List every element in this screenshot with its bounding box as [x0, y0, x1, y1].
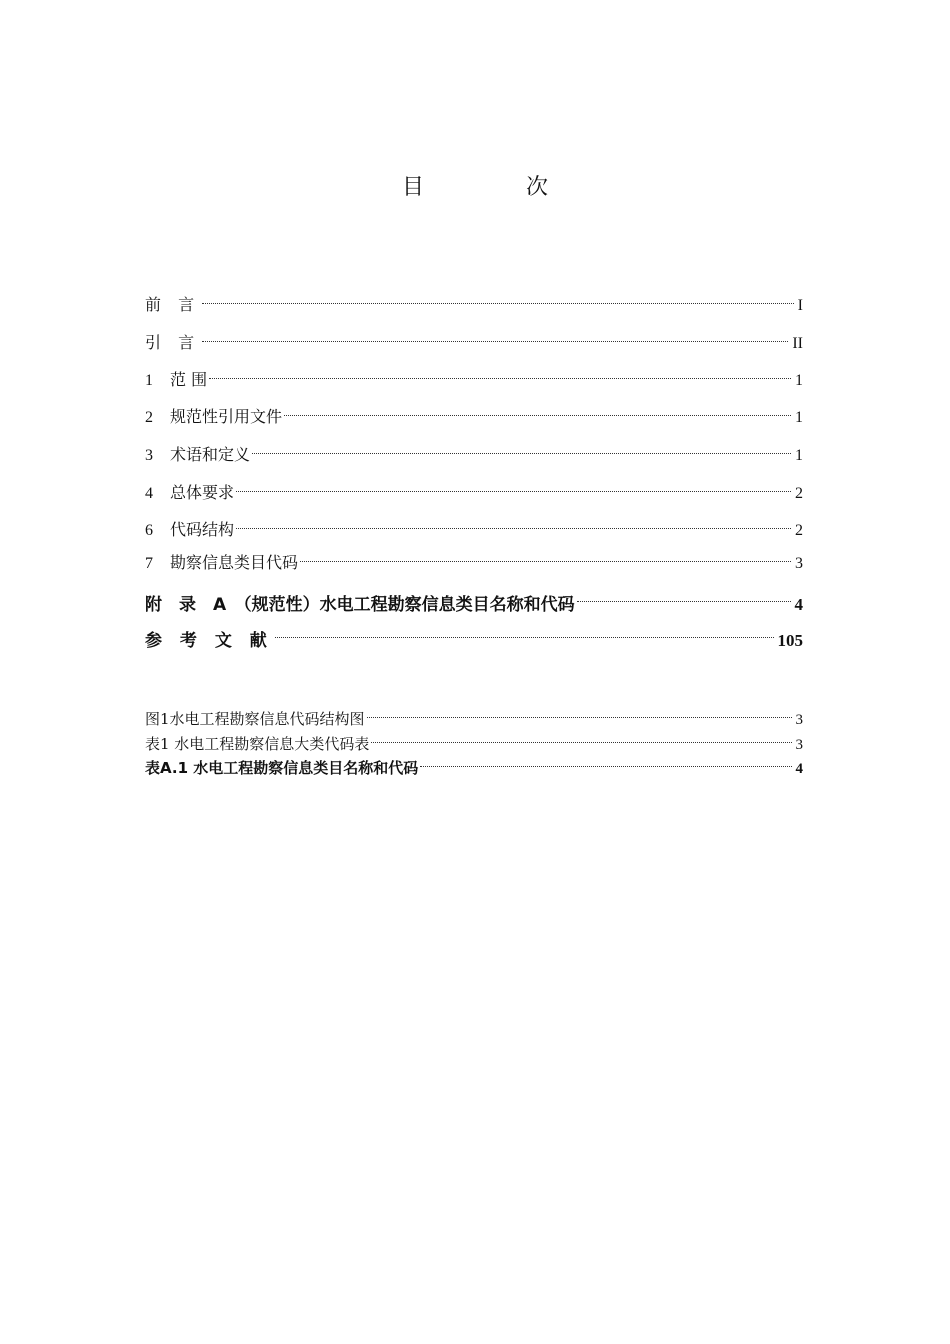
toc-label	[145, 550, 298, 573]
leader-dots	[275, 636, 774, 638]
toc-entry-appendix-a[interactable]	[145, 590, 803, 615]
toc-page: 2	[795, 522, 803, 539]
toc-label	[145, 517, 234, 540]
list-of-figures-tables	[145, 708, 803, 778]
leader-dots	[577, 600, 791, 602]
table-of-contents	[145, 292, 803, 662]
leader-dots	[202, 302, 794, 304]
toc-label	[145, 480, 234, 503]
table-page: 3	[795, 737, 803, 753]
toc-entry-preface[interactable]	[145, 292, 803, 314]
page-title: 目 次	[401, 175, 588, 200]
leader-dots	[371, 741, 791, 743]
toc-text: 规范性引用文件	[170, 407, 283, 426]
toc-number: 1	[145, 372, 153, 389]
toc-page: 1	[795, 447, 803, 464]
toc-entry-scope[interactable]	[145, 367, 803, 389]
toc-page: 2	[795, 485, 803, 502]
leader-dots	[300, 560, 791, 562]
toc-label: 附 录 A （规范性）水电工程勘察信息类目名称和代码	[145, 595, 575, 615]
toc-page: II	[792, 335, 803, 352]
leader-dots	[236, 490, 791, 492]
toc-text: 总体要求	[170, 483, 235, 502]
toc-page: I	[797, 297, 803, 314]
toc-text: 范 围	[170, 370, 208, 389]
toc-page: 1	[795, 409, 803, 426]
leader-dots	[252, 452, 791, 454]
table-entry-a1[interactable]	[145, 757, 803, 777]
toc-text: 勘察信息类目代码	[170, 553, 299, 572]
toc-label: 引 言	[145, 333, 201, 352]
toc-label	[145, 404, 282, 427]
leader-dots	[420, 765, 791, 767]
leader-dots	[284, 414, 791, 416]
toc-label	[145, 442, 250, 465]
toc-entry-introduction[interactable]	[145, 330, 803, 352]
figure-entry-1[interactable]	[145, 708, 803, 728]
toc-entry-category-codes[interactable]	[145, 550, 803, 572]
toc-number: 7	[145, 555, 153, 572]
table-page: 4	[795, 761, 803, 777]
toc-page: 105	[777, 631, 803, 650]
leader-dots	[236, 527, 791, 529]
figure-page: 3	[795, 712, 803, 728]
toc-entry-code-structure[interactable]	[145, 517, 803, 539]
toc-number: 6	[145, 522, 153, 539]
toc-page: 3	[795, 555, 803, 572]
toc-entry-general-requirements[interactable]	[145, 480, 803, 502]
figure-label: 图1水电工程勘察信息代码结构图	[145, 710, 365, 728]
toc-label: 参 考 文 献	[145, 631, 273, 651]
leader-dots	[202, 340, 788, 342]
toc-entry-normative-references[interactable]	[145, 404, 803, 426]
leader-dots	[367, 716, 792, 718]
toc-number: 2	[145, 409, 153, 426]
toc-label: 前 言	[145, 295, 201, 314]
toc-text: 术语和定义	[170, 445, 251, 464]
toc-label	[145, 367, 207, 390]
toc-page: 4	[794, 595, 803, 614]
toc-number: 3	[145, 447, 153, 464]
table-entry-1[interactable]	[145, 733, 803, 753]
toc-number: 4	[145, 485, 153, 502]
toc-entry-bibliography[interactable]	[145, 626, 803, 651]
toc-text: 代码结构	[170, 520, 235, 539]
table-label: 表1 水电工程勘察信息大类代码表	[145, 735, 370, 753]
toc-entry-terms[interactable]	[145, 442, 803, 464]
toc-page: 1	[795, 372, 803, 389]
table-label: 表A.1 水电工程勘察信息类目名称和代码	[145, 759, 419, 777]
leader-dots	[209, 377, 791, 379]
